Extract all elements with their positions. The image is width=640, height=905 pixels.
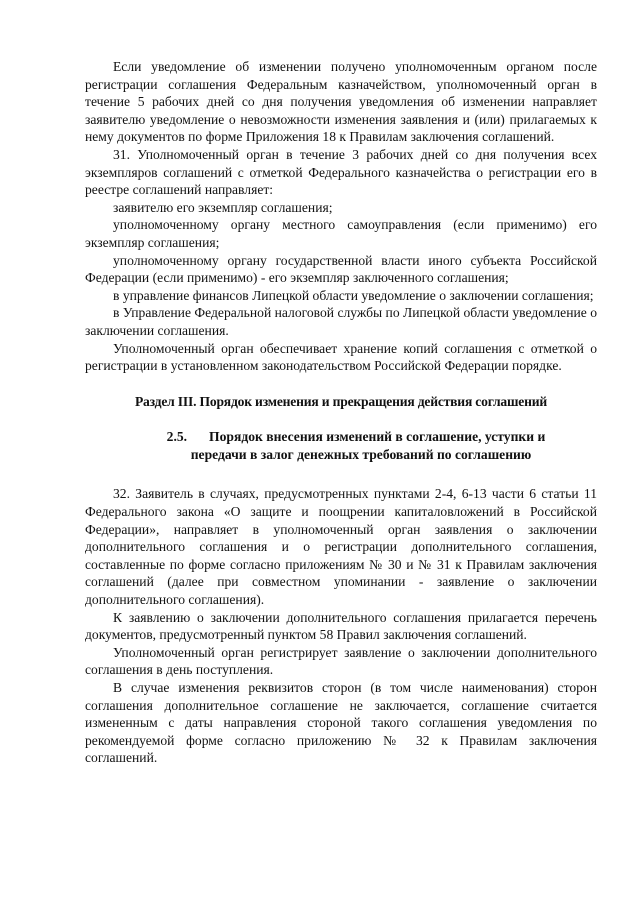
subsection-title-part1: Порядок внесения изменений в соглашение, уступки и [209, 429, 546, 445]
paragraph-to-finance-department: в управление финансов Липецкой области уведомление о заключении соглашения; [113, 287, 594, 303]
subsection-number: 2.5. [166, 429, 188, 445]
paragraph-attachments-list: К заявлению о заключении дополнительного соглашения прилагается перечень документов, предусмотренный пунктом 58 Правил заключения соглашений. [85, 609, 597, 643]
paragraph-to-tax-service: в Управление Федеральной налоговой службы по Липецкой области уведомление о заключении соглашения. [85, 305, 597, 338]
subsection-heading-line1 [115, 428, 597, 446]
paragraph-item-32: 32. Заявитель в случаях, предусмотренных пунктами 2-4, 6-13 части 6 статьи 11 Федерального закона «О защите и поощрении капиталовложений в Российской Федерации», направляет в уполномоченный орган заявления о заключении дополнительного соглашения и о регистрации дополнительного соглашения, составленные по форме согласно приложениям № 30 и № 31 к Правилам заключения соглашений (далее при совместном упоминании - заявление о заключении дополнительного соглашения). [85, 486, 597, 608]
paragraph-to-other-region-authority: уполномоченному органу государственной власти иного субъекта Российской Федерации (если применимо) - его экземпляр заключенного соглашения; [85, 252, 597, 286]
paragraph-storage-of-copies: Уполномоченный орган обеспечивает хранение копий соглашения с отметкой о регистрации в установленном законодательством Российской Федерации порядке. [85, 340, 597, 374]
subsection-title-part2: передачи в залог денежных требований по соглашению [190, 446, 532, 462]
paragraph-item-31: 31. Уполномоченный орган в течение 3 рабочих дней со дня получения всех экземпляров соглашений с отметкой Федерального казначейства о регистрации его в реестре соглашений направляет: [85, 146, 597, 198]
paragraph-to-applicant: заявителю его экземпляр соглашения; [113, 199, 333, 215]
paragraph-notice-after-registration: Если уведомление об изменении получено уполномоченным органом после регистрации соглашения Федеральным казначейством, уполномоченный орган в течение 5 рабочих дней со дня получения уведомления об изменении направляет заявителю уведомление о невозможности изменения заявления и (или) прилагаемых к нему документов по форме Приложения 18 к Правилам заключения соглашений. [85, 59, 597, 145]
paragraph-registration-day: Уполномоченный орган регистрирует заявление о заключении дополнительного соглашения в день поступления. [85, 644, 597, 678]
paragraph-requisites-change: В случае изменения реквизитов сторон (в том числе наименования) сторон соглашения дополнительное соглашение не заключается, соглашение считается измененным с даты направления стороной такого соглашения уведомления по рекомендуемой форме согласно приложению № 32 к Правилам заключения соглашений. [85, 680, 597, 766]
section-title: Раздел III. Порядок изменения и прекращения действия соглашений [134, 393, 548, 409]
subsection-heading [85, 428, 597, 463]
paragraph-to-local-authority: уполномоченному органу местного самоуправления (если применимо) его экземпляр соглашения; [85, 217, 597, 250]
